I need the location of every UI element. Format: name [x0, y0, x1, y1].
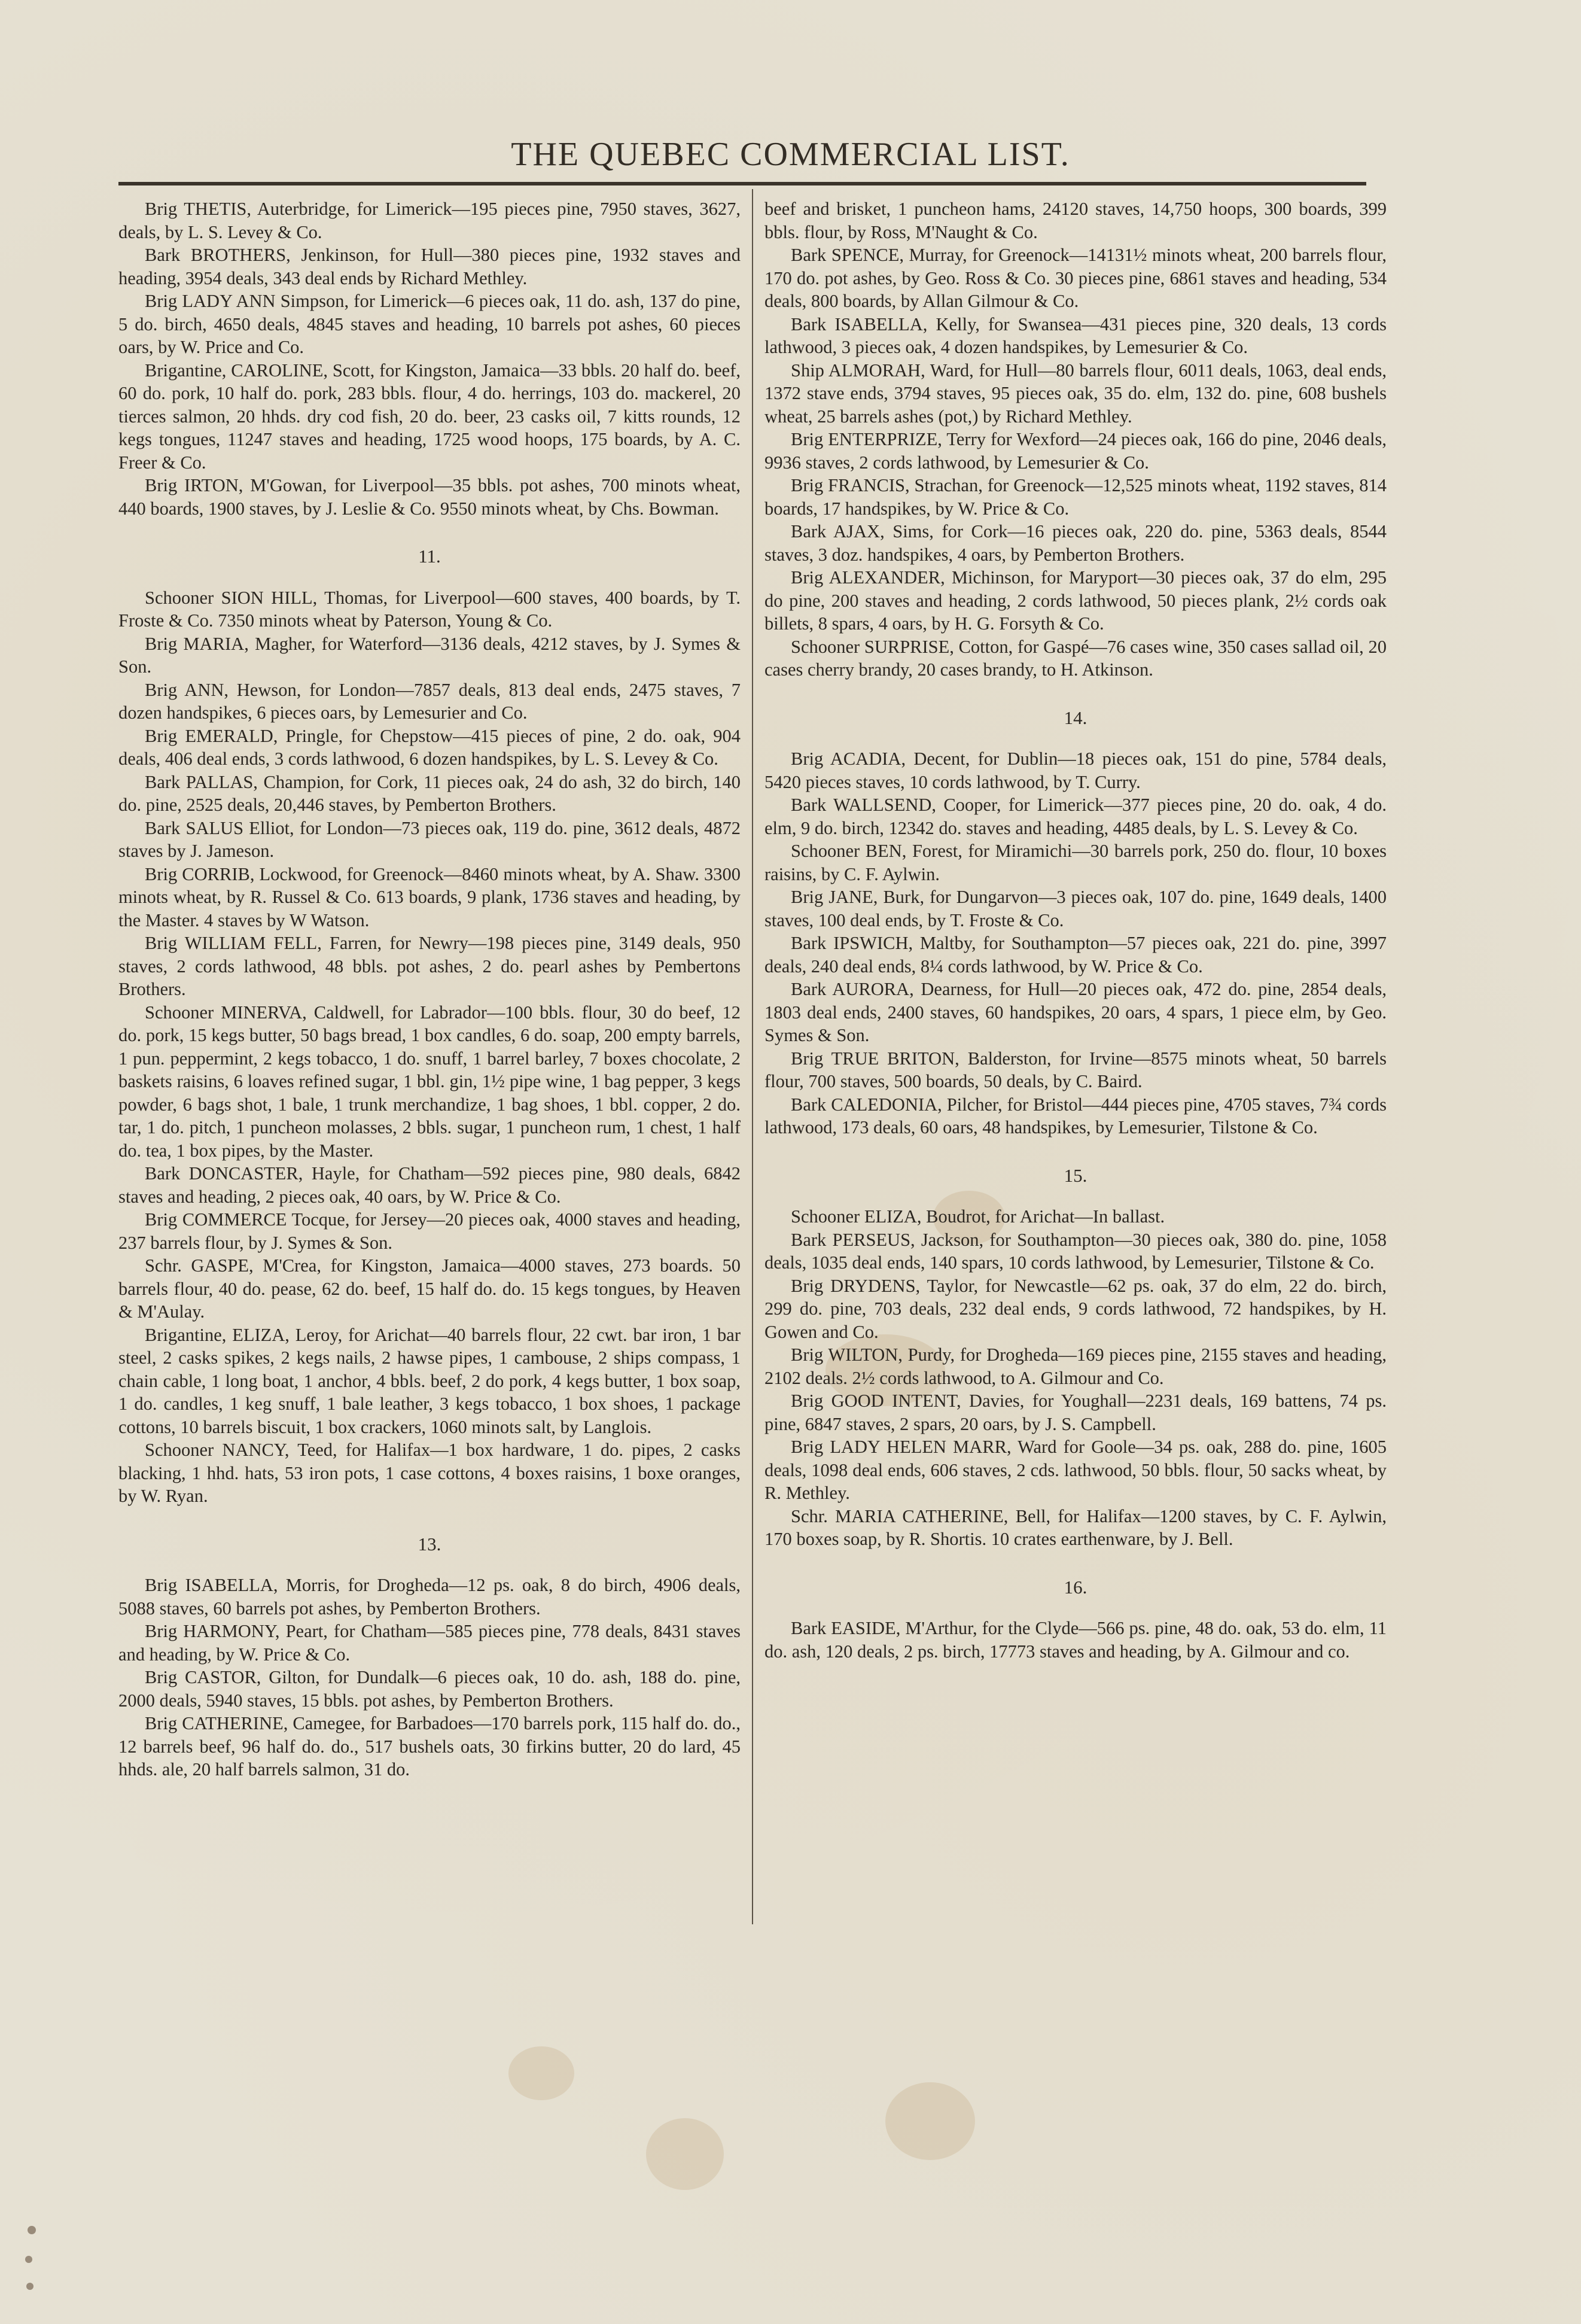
shipping-entry: Bark WALLSEND, Cooper, for Limerick—377 pieces pine, 20 do. oak, 4 do. elm, 9 do. birch, 12342 do. staves and heading, 4485 deals, by L. S. Levey & Co.: [764, 795, 1387, 838]
page-title: THE QUEBEC COMMERCIAL LIST.: [511, 136, 1070, 173]
shipping-entry: Schooner SURPRISE, Cotton, for Gaspé—76 cases wine, 350 cases sallad oil, 20 cases cherry brandy, 20 cases brandy, to H. Atkinson.: [764, 636, 1387, 680]
shipping-entry: Schooner BEN, Forest, for Miramichi—30 barrels pork, 250 do. flour, 10 boxes raisins, by C. F. Aylwin.: [764, 841, 1387, 884]
shipping-entry: Brig CATHERINE, Camegee, for Barbadoes—170 barrels pork, 115 half do. do., 12 barrels beef, 96 half do. do., 517 bushels oats, 30 firkins butter, 20 do lard, 45 hhds. ale, 20 half barrels salmon, 31 do.: [118, 1713, 741, 1779]
paper-stain: [508, 2046, 574, 2100]
shipping-entry: Brig WILTON, Purdy, for Drogheda—169 pieces pine, 2155 staves and heading, 2102 deals. 2½ cords lathwood, to A. Gilmour and Co.: [764, 1344, 1387, 1388]
binding-hole: [28, 2226, 36, 2234]
shipping-entry: beef and brisket, 1 puncheon hams, 24120 staves, 14,750 hoops, 300 boards, 399 bbls. flour, by Ross, M'Naught & Co.: [764, 199, 1387, 242]
shipping-entry: Bark AURORA, Dearness, for Hull—20 pieces oak, 472 do. pine, 2854 deals, 1803 deal ends, 2400 staves, 60 handspikes, 20 oars, 4 spars, 1 piece elm, by Geo. Symes & Son.: [764, 979, 1387, 1045]
shipping-entry: Brig WILLIAM FELL, Farren, for Newry—198 pieces pine, 3149 deals, 950 staves, 2 cords lathwood, 48 bbls. pot ashes, 2 do. pearl ashes by Pembertons Brothers.: [118, 933, 741, 999]
shipping-entry: Ship ALMORAH, Ward, for Hull—80 barrels flour, 6011 deals, 1063, deal ends, 1372 stave ends, 3794 staves, 95 pieces oak, 35 do. elm, 132 do. pine, 608 bushels wheat, 25 barrels ashes (pot,) by Richard Methley.: [764, 360, 1387, 427]
shipping-entry: Bark PALLAS, Champion, for Cork, 11 pieces oak, 24 do ash, 32 do birch, 140 do. pine, 2525 deals, 20,446 staves, by Pemberton Brothers.: [118, 771, 741, 815]
shipping-entry: Brig ANN, Hewson, for London—7857 deals, 813 deal ends, 2475 staves, 7 dozen handspikes, 6 pieces oars, by Lemesurier and Co.: [118, 679, 741, 723]
shipping-entry: Brig ISABELLA, Morris, for Drogheda—12 ps. oak, 8 do birch, 4906 deals, 5088 staves, 60 barrels pot ashes, by Pemberton Brothers.: [118, 1575, 741, 1619]
shipping-entry: Brig ENTERPRIZE, Terry for Wexford—24 pieces oak, 166 do pine, 2046 deals, 9936 staves, 2 cords lathwood, by Lemesurier & Co.: [764, 429, 1387, 473]
shipping-entry: Brig ACADIA, Decent, for Dublin—18 pieces oak, 151 do pine, 5784 deals, 5420 pieces staves, 10 cords lathwood, by T. Curry.: [764, 749, 1387, 792]
shipping-entry: Brig ALEXANDER, Michinson, for Maryport—30 pieces oak, 37 do elm, 295 do pine, 200 staves and heading, 2 cords lathwood, 50 pieces plank, 2½ cords oak billets, 8 spars, 4 oars, by H. G. Forsyth & Co.: [764, 567, 1387, 634]
shipping-entry: Schooner SION HILL, Thomas, for Liverpool—600 staves, 400 boards, by T. Froste & Co. 7350 minots wheat by Paterson, Young & Co.: [118, 587, 741, 631]
shipping-entry: Bark IPSWICH, Maltby, for Southampton—57 pieces oak, 221 do. pine, 3997 deals, 240 deal ends, 8¼ cords lathwood, by W. Price & Co.: [764, 933, 1387, 977]
shipping-entry: Bark BROTHERS, Jenkinson, for Hull—380 pieces pine, 1932 staves and heading, 3954 deals, 343 deal ends by Richard Methley.: [118, 245, 741, 288]
shipping-entry: Bark AJAX, Sims, for Cork—16 pieces oak, 220 do. pine, 5363 deals, 8544 staves, 3 doz. handspikes, 4 oars, by Pemberton Brothers.: [764, 521, 1387, 565]
date-heading: 11.: [418, 546, 441, 567]
shipping-entry: Brig FRANCIS, Strachan, for Greenock—12,525 minots wheat, 1192 staves, 814 boards, 17 handspikes, by W. Price & Co.: [764, 475, 1387, 519]
shipping-entry: Brig THETIS, Auterbridge, for Limerick—195 pieces pine, 7950 staves, 3627, deals, by L. S. Levey & Co.: [118, 199, 741, 242]
date-heading: 13.: [418, 1533, 441, 1555]
shipping-entry: Brig COMMERCE Tocque, for Jersey—20 pieces oak, 4000 staves and heading, 237 barrels flour, by J. Symes & Son.: [118, 1209, 741, 1253]
shipping-entry: Schooner NANCY, Teed, for Halifax—1 box hardware, 1 do. pipes, 2 casks blacking, 1 hhd. hats, 53 iron pots, 1 case cottons, 4 boxes raisins, 1 boxe oranges, by W. Ryan.: [118, 1440, 741, 1506]
shipping-entry: Brig LADY HELEN MARR, Ward for Goole—34 ps. oak, 288 do. pine, 1605 deals, 1098 deal ends, 606 staves, 2 cds. lathwood, 50 bbls. flour, 50 sacks wheat, by R. Methley.: [764, 1437, 1387, 1503]
date-heading: 15.: [1064, 1164, 1087, 1186]
shipping-entry: Brig JANE, Burk, for Dungarvon—3 pieces oak, 107 do. pine, 1649 deals, 1400 staves, 100 deal ends, by T. Froste & Co.: [764, 887, 1387, 930]
binding-hole: [26, 2283, 33, 2290]
shipping-entry: Brig DRYDENS, Taylor, for Newcastle—62 ps. oak, 37 do elm, 22 do. birch, 299 do. pine, 703 deals, 232 deal ends, 9 cords lathwood, 72 handspikes, by H. Gowen and Co.: [764, 1275, 1387, 1342]
shipping-entry: Brig LADY ANN Simpson, for Limerick—6 pieces oak, 11 do. ash, 137 do pine, 5 do. birch, 4650 deals, 4845 staves and heading, 10 barrels pot ashes, 60 pieces oars, by W. Price and Co.: [118, 291, 741, 357]
shipping-entry: Brig GOOD INTENT, Davies, for Youghall—2231 deals, 169 battens, 74 ps. pine, 6847 staves, 2 spars, 20 oars, by J. S. Campbell.: [764, 1391, 1387, 1434]
shipping-entry: Bark SALUS Elliot, for London—73 pieces oak, 119 do. pine, 3612 deals, 4872 staves by J. Jameson.: [118, 817, 741, 861]
binding-hole: [25, 2256, 32, 2263]
shipping-entry: Bark PERSEUS, Jackson, for Southampton—30 pieces oak, 380 do. pine, 1058 deals, 1035 deal ends, 140 spars, 10 cords lathwood, by Lemesurier, Tilstone & Co.: [764, 1229, 1387, 1273]
shipping-entry: Brig IRTON, M'Gowan, for Liverpool—35 bbls. pot ashes, 700 minots wheat, 440 boards, 1900 staves, by J. Leslie & Co. 9550 minots wheat, by Chs. Bowman.: [118, 475, 741, 519]
right-column: [764, 197, 1387, 1663]
paper-stain: [885, 2082, 975, 2160]
shipping-entry: Bark EASIDE, M'Arthur, for the Clyde—566 ps. pine, 48 do. oak, 53 do. elm, 11 do. ash, 120 deals, 2 ps. birch, 17773 staves and heading, by A. Gilmour and co.: [764, 1618, 1387, 1662]
shipping-entry: Brig MARIA, Magher, for Waterford—3136 deals, 4212 staves, by J. Symes & Son.: [118, 633, 741, 677]
shipping-entry: Brig CORRIB, Lockwood, for Greenock—8460 minots wheat, by A. Shaw. 3300 minots wheat, by R. Russel & Co. 613 boards, 9 plank, 1736 staves and heading, by the Master. 4 staves by W Watson.: [118, 863, 741, 930]
shipping-entry: Brigantine, CAROLINE, Scott, for Kingston, Jamaica—33 bbls. 20 half do. beef, 60 do. pork, 10 half do. pork, 283 bbls. flour, 4 do. herrings, 103 do. mackerel, 20 tierces salmon, 20 hhds. dry cod fish, 20 do. beer, 23 casks oil, 7 kitts rounds, 12 kegs tongues, 11247 staves and heading, 1725 wood hoops, 175 boards, by A. C. Freer & Co.: [118, 360, 741, 473]
shipping-entry: Brigantine, ELIZA, Leroy, for Arichat—40 barrels flour, 22 cwt. bar iron, 1 bar steel, 2 casks spikes, 2 kegs nails, 2 hawse pipes, 1 cambouse, 2 ships compass, 1 chain cable, 1 long boat, 1 anchor, 4 bbls. beef, 2 do pork, 4 kegs butter, 1 box soap, 1 do. candles, 1 keg snuff, 1 bale leather, 3 kegs tobacco, 1 box shoes, 1 package cottons, 10 barrels biscuit, 1 box crackers, 1060 minots salt, by Langlois.: [118, 1324, 741, 1437]
shipping-entry: Bark ISABELLA, Kelly, for Swansea—431 pieces pine, 320 deals, 13 cords lathwood, 3 pieces oak, 4 dozen handspikes, by Lemesurier & Co.: [764, 314, 1387, 357]
shipping-entry: Bark CALEDONIA, Pilcher, for Bristol—444 pieces pine, 4705 staves, 7¾ cords lathwood, 173 deals, 60 oars, 48 handspikes, by Lemesurier, Tilstone & Co.: [764, 1094, 1387, 1137]
paper-stain: [646, 2118, 724, 2190]
date-heading: 16.: [1064, 1576, 1087, 1598]
shipping-entry: Brig CASTOR, Gilton, for Dundalk—6 pieces oak, 10 do. ash, 188 do. pine, 2000 deals, 5940 staves, 15 bbls. pot ashes, by Pemberton Brothers.: [118, 1667, 741, 1711]
date-heading: 14.: [1064, 707, 1087, 728]
shipping-entry: Schr. MARIA CATHERINE, Bell, for Halifax—1200 staves, by C. F. Aylwin, 170 boxes soap, by R. Shortis. 10 crates earthenware, by J. Bell.: [764, 1505, 1387, 1549]
shipping-entry: Schooner ELIZA, Boudrot, for Arichat—In ballast.: [791, 1206, 1165, 1227]
shipping-entry: Schr. GASPE, M'Crea, for Kingston, Jamaica—4000 staves, 273 boards. 50 barrels flour, 40 do. pease, 62 do. beef, 15 half do. do. 15 kegs tongues, by Heaven & M'Aulay.: [118, 1255, 741, 1322]
title-rule: [118, 182, 1366, 185]
shipping-entry: Brig EMERALD, Pringle, for Chepstow—415 pieces of pine, 2 do. oak, 904 deals, 406 deal ends, 3 cords lathwood, 6 dozen handspikes, by L. S. Levey & Co.: [118, 725, 741, 769]
shipping-entry: Bark DONCASTER, Hayle, for Chatham—592 pieces pine, 980 deals, 6842 staves and heading, 2 pieces oak, 40 oars, by W. Price & Co.: [118, 1163, 741, 1207]
left-column: [118, 197, 741, 1781]
shipping-entry: Schooner MINERVA, Caldwell, for Labrador—100 bbls. flour, 30 do beef, 12 do. pork, 15 kegs butter, 50 bags bread, 1 box candles, 6 do. soap, 200 empty barrels, 1 pun. peppermint, 2 kegs tobacco, 1 do. snuff, 1 barrel barley, 7 boxes chocolate, 2 baskets raisins, 6 loaves refined sugar, 1 bbl. gin, 1½ pipe wine, 1 bag pepper, 3 kegs powder, 6 bags shot, 1 bale, 1 trunk merchandize, 1 bag shoes, 1 bbl. copper, 2 do. tar, 1 do. pitch, 1 puncheon molasses, 2 bbls. sugar, 1 puncheon rum, 1 chest, 1 half do. tea, 1 box pipes, by the Master.: [118, 1002, 741, 1161]
shipping-entry: Brig TRUE BRITON, Balderston, for Irvine—8575 minots wheat, 50 barrels flour, 700 staves, 500 boards, 50 deals, by C. Baird.: [764, 1048, 1387, 1091]
column-divider: [752, 189, 753, 1924]
shipping-entry: Bark SPENCE, Murray, for Greenock—14131½ minots wheat, 200 barrels flour, 170 do. pot ashes, by Geo. Ross & Co. 30 pieces pine, 6861 staves and heading, 534 deals, 800 boards, by Allan Gilmour & Co.: [764, 245, 1387, 311]
shipping-entry: Brig HARMONY, Peart, for Chatham—585 pieces pine, 778 deals, 8431 staves and heading, by W. Price & Co.: [118, 1621, 741, 1665]
